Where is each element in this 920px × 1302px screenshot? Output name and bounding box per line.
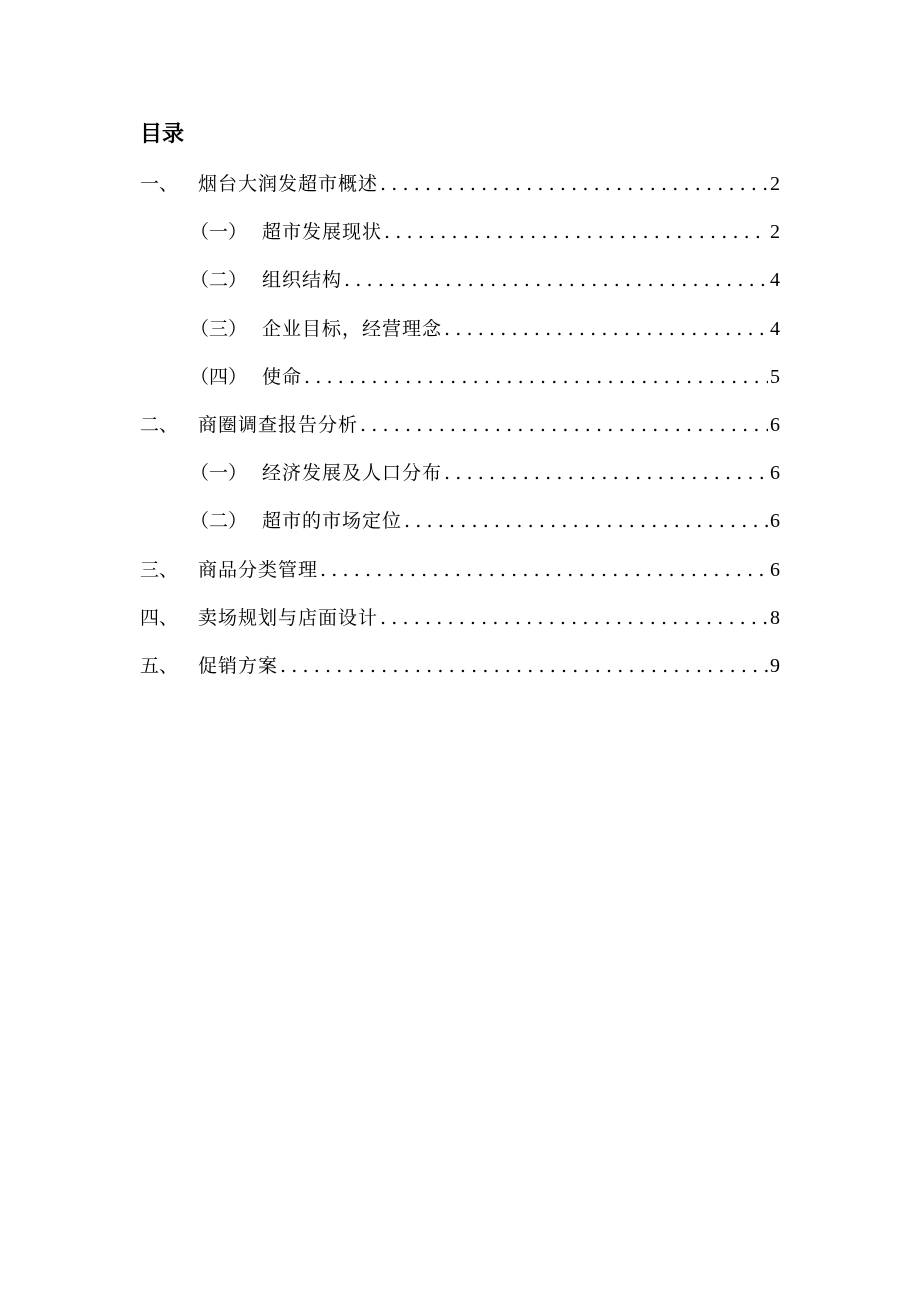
toc-list (140, 166, 780, 696)
toc-page-number: 6 (770, 462, 780, 485)
toc-page-number: 6 (770, 558, 780, 581)
toc-entry-number: 一、 (140, 173, 179, 195)
toc-entry-text: 烟台大润发超市概述 (198, 173, 379, 195)
toc-entry-5[interactable] (140, 648, 780, 696)
toc-entry-number: 二、 (140, 413, 179, 436)
toc-entry-number: （四） (190, 365, 248, 388)
toc-entry-1-4[interactable] (140, 359, 780, 407)
toc-entry-text: 促销方案 (198, 654, 279, 677)
toc-page-number: 5 (770, 365, 780, 388)
toc-entry-number: （二） (190, 510, 248, 533)
toc-entry-number: 五、 (140, 654, 179, 677)
toc-entry-4[interactable] (140, 600, 780, 648)
toc-page-number: 8 (770, 606, 780, 629)
toc-entry-number: （三） (190, 317, 248, 340)
toc-entry-2[interactable] (140, 407, 780, 455)
toc-entry-2-1[interactable] (140, 455, 780, 503)
toc-entry-text: 经济发展及人口分布 (262, 462, 443, 485)
toc-entry-number: （一） (190, 462, 248, 485)
toc-leader-dots (320, 552, 768, 588)
toc-entry-3[interactable] (140, 552, 780, 600)
toc-page-number: 2 (770, 221, 780, 244)
toc-entry-text: 卖场规划与店面设计 (198, 606, 379, 629)
toc-entry-1-3[interactable] (140, 311, 780, 359)
toc-leader-dots (444, 455, 768, 491)
toc-leader-dots (444, 311, 768, 347)
toc-leader-dots (360, 407, 768, 443)
toc-title: 目录 (140, 122, 185, 147)
toc-page-number: 6 (770, 413, 780, 436)
toc-leader-dots (404, 503, 768, 539)
toc-entry-text: 企业目标，经营理念 (262, 317, 443, 340)
toc-leader-dots (280, 648, 768, 684)
toc-leader-dots (380, 166, 768, 202)
toc-entry-1-2[interactable] (140, 262, 780, 310)
toc-entry-number: 四、 (140, 606, 179, 629)
toc-entry-1-1[interactable] (140, 214, 780, 262)
toc-leader-dots (304, 359, 768, 395)
toc-entry-number: （二） (190, 269, 248, 292)
toc-entry-1[interactable] (140, 166, 780, 214)
toc-entry-2-2[interactable] (140, 503, 780, 551)
toc-entry-text: 使命 (262, 365, 303, 388)
toc-leader-dots (380, 600, 768, 636)
toc-entry-text: 商品分类管理 (198, 558, 319, 581)
toc-leader-dots (384, 214, 768, 250)
toc-page-number: 4 (770, 317, 780, 340)
toc-entry-text: 超市发展现状 (262, 221, 383, 244)
toc-entry-text: 超市的市场定位 (262, 510, 403, 533)
toc-page-number: 9 (770, 654, 780, 677)
toc-page-number: 2 (770, 173, 780, 195)
toc-entry-text: 组织结构 (262, 269, 343, 292)
toc-leader-dots (344, 262, 768, 298)
toc-entry-number: 三、 (140, 558, 179, 581)
toc-page-number: 4 (770, 269, 780, 292)
toc-page-number: 6 (770, 510, 780, 533)
toc-entry-number: （一） (190, 221, 248, 244)
toc-entry-text: 商圈调查报告分析 (198, 413, 359, 436)
